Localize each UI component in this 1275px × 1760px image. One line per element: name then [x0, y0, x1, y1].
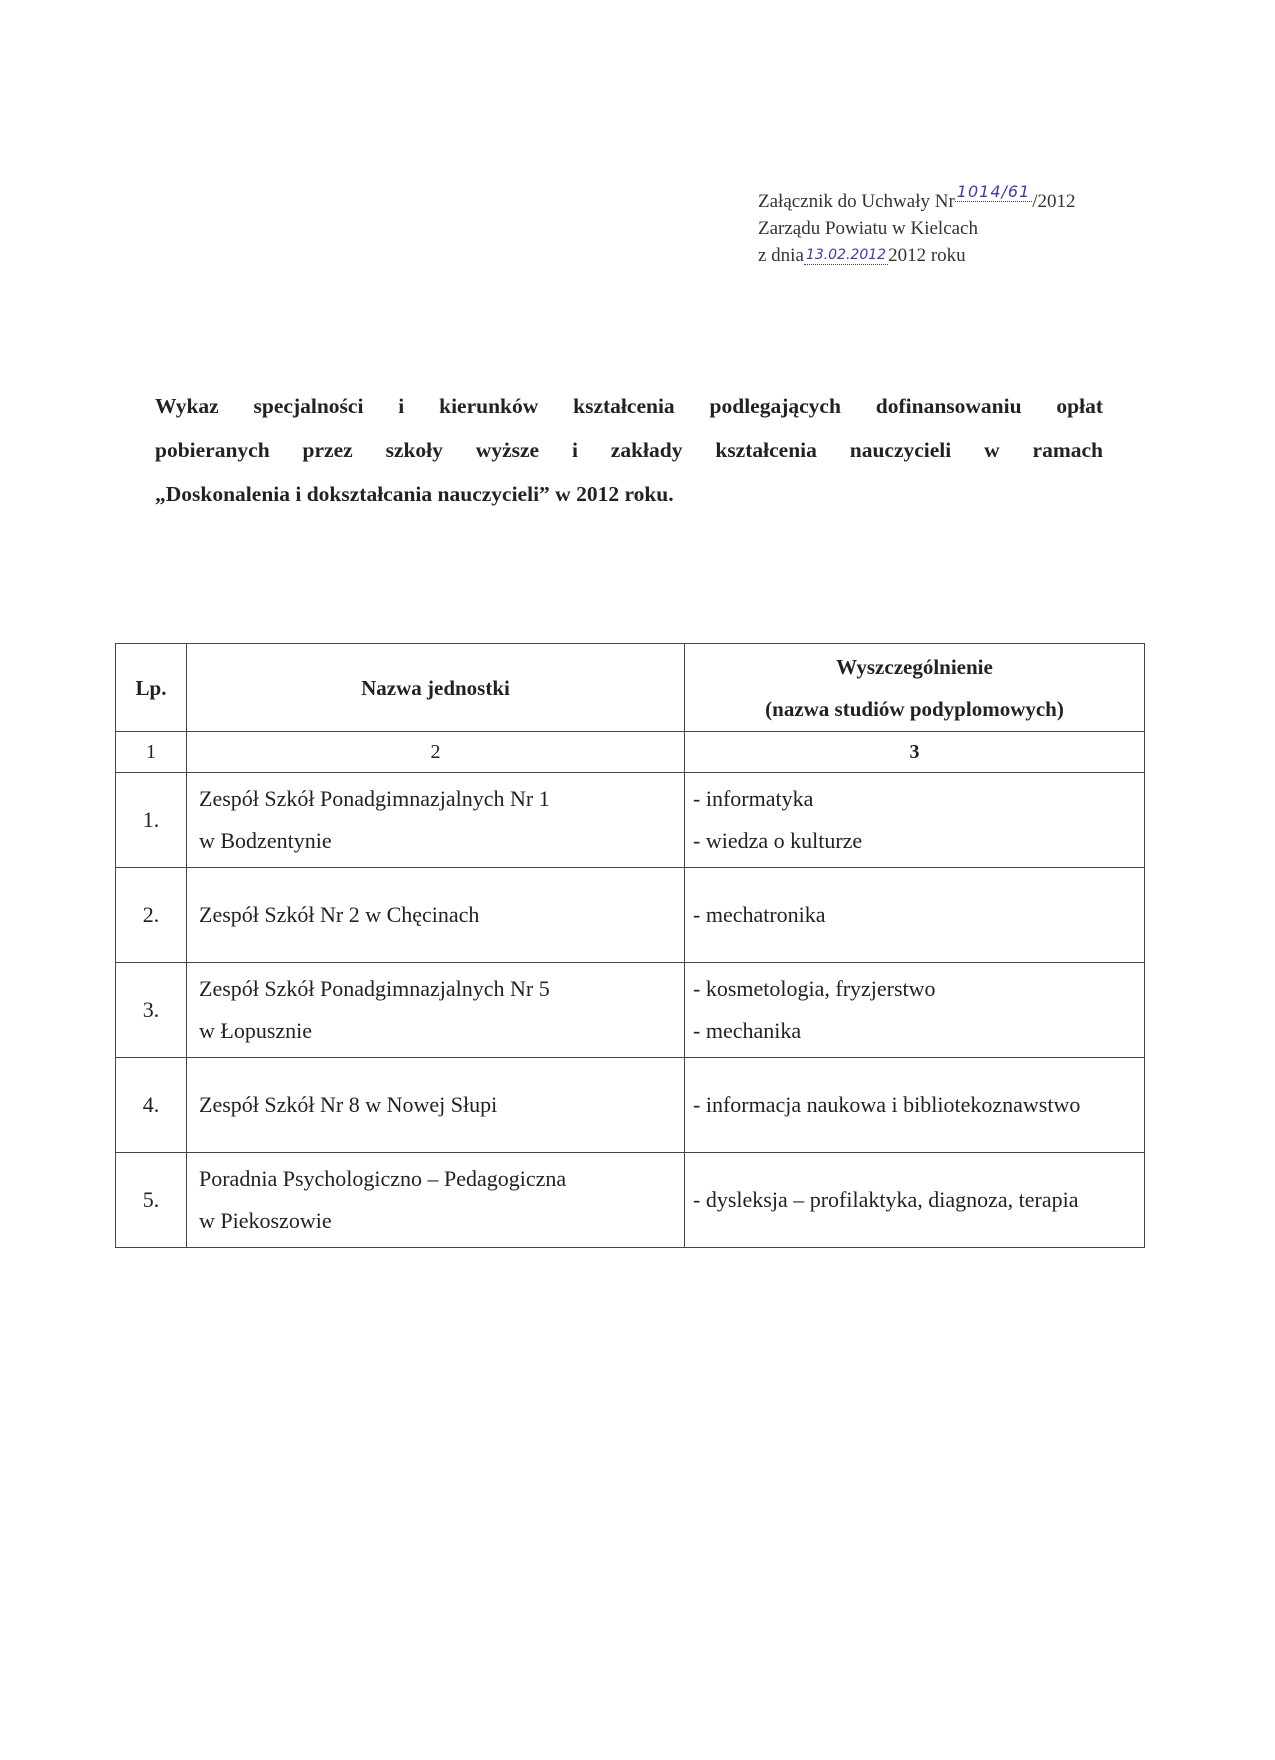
table-row	[116, 1153, 1145, 1248]
row-unit-name	[187, 1058, 685, 1153]
unit-name-line: Zespół Szkół Ponadgimnazjalnych Nr 1	[199, 786, 550, 811]
header-spec-line-2: (nazwa studiów podyplomowych)	[765, 696, 1064, 721]
table-row	[116, 963, 1145, 1058]
row-unit-name	[187, 773, 685, 868]
table-row	[116, 773, 1145, 868]
document-title	[155, 384, 1103, 516]
column-number: 3	[685, 732, 1145, 773]
table-row	[116, 868, 1145, 963]
spec-line: - wiedza o kulturze	[693, 828, 863, 853]
row-specification	[685, 1058, 1145, 1153]
spec-line: - kosmetologia, fryzjerstwo	[693, 976, 936, 1001]
row-lp: 2.	[116, 868, 187, 963]
unit-name-line: Poradnia Psychologiczno – Pedagogiczna	[199, 1166, 567, 1191]
unit-name-line: Zespół Szkół Nr 8 w Nowej Słupi	[199, 1092, 498, 1117]
annex-line-2: Zarządu Powiatu w Kielcach	[758, 218, 978, 239]
title-line: pobieranych przez szkoły wyższe i zakłady kształcenia nauczycieli w ramach	[155, 438, 1103, 462]
unit-name-line: Zespół Szkół Ponadgimnazjalnych Nr 5	[199, 976, 550, 1001]
table-header-row	[116, 644, 1145, 732]
column-numbers-row	[116, 732, 1145, 773]
annex-date-label: z dnia	[758, 245, 804, 266]
row-lp: 5.	[116, 1153, 187, 1248]
column-number: 1	[116, 732, 187, 773]
row-specification	[685, 773, 1145, 868]
unit-name-line: w Łopusznie	[199, 1018, 313, 1043]
row-specification	[685, 1153, 1145, 1248]
spec-line: - mechanika	[693, 1018, 802, 1043]
column-number: 2	[187, 732, 685, 773]
unit-name-line: Zespół Szkół Nr 2 w Chęcinach	[199, 902, 480, 927]
row-lp: 3.	[116, 963, 187, 1058]
header-spec-line-1: Wyszczególnienie	[836, 654, 993, 679]
row-unit-name	[187, 1153, 685, 1248]
row-unit-name	[187, 963, 685, 1058]
annex-line-1	[758, 182, 1076, 215]
row-specification	[685, 868, 1145, 963]
annex-resolution-label: Załącznik do Uchwały Nr	[758, 191, 955, 212]
spec-line: - mechatronika	[693, 902, 826, 927]
spec-line: - informacja naukowa i bibliotekoznawstwo	[693, 1092, 1081, 1117]
spec-line: - dysleksja – profilaktyka, diagnoza, terapia	[693, 1187, 1079, 1212]
row-unit-name	[187, 868, 685, 963]
annex-line-3	[758, 242, 1076, 269]
annex-header	[758, 182, 1076, 269]
handwritten-date: 13.02.2012	[805, 247, 887, 263]
header-specification	[685, 644, 1145, 732]
unit-name-line: w Piekoszowie	[199, 1208, 332, 1233]
header-lp: Lp.	[116, 644, 187, 732]
annex-resolution-year: /2012	[1032, 191, 1076, 212]
unit-name-line: w Bodzentynie	[199, 828, 332, 853]
title-line: Wykaz specjalności i kierunków kształcenia podlegających dofinansowaniu opłat	[155, 394, 1103, 418]
row-lp: 1.	[116, 773, 187, 868]
table-row	[116, 1058, 1145, 1153]
row-lp: 4.	[116, 1058, 187, 1153]
header-unit-name: Nazwa jednostki	[187, 644, 685, 732]
specializations-table	[115, 643, 1145, 1248]
handwritten-resolution-number: 1014/61	[956, 182, 1031, 201]
annex-date-suffix: 2012 roku	[888, 245, 966, 266]
title-line: „Doskonalenia i dokształcania nauczycieli” w 2012 roku.	[155, 482, 674, 506]
row-specification	[685, 963, 1145, 1058]
spec-line: - informatyka	[693, 786, 814, 811]
